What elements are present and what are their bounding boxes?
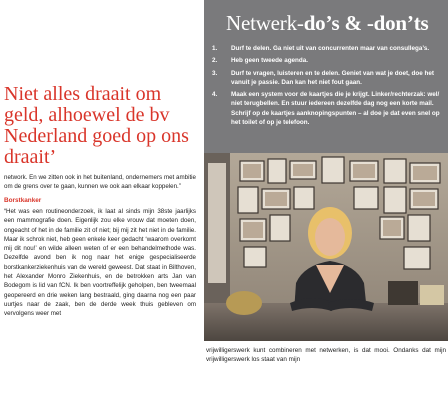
intro-text: network. En we zitten ook in het buitenland, ondernemers met ambitie om de grens over te gaan, kunnen we ook aan elkaar koppelen.”	[4, 174, 196, 191]
office-photo-illustration	[204, 153, 448, 341]
tip-text: Heb geen tweede agenda.	[231, 57, 308, 65]
pull-quote-headline: Niet alles draait om geld, alhoewel de bv Nederland goed op ons draait’	[4, 83, 189, 168]
portrait-photo	[204, 153, 448, 341]
tips-title-bold: do’s & -don’ts	[303, 11, 429, 35]
section-subheading: Borstkanker	[4, 197, 42, 204]
tip-text: Maak een system voor de kaartjes die je krijgt. Linker/rechterzak: wel/ niet terugbellen. En stuur iedereen dezelfde dag nog een korte mail. Schrijf op de kaartjes aanknopingspunten – al doe je dat even snel op het toilet of op je telefoon.	[231, 91, 440, 127]
tip-item	[212, 44, 444, 53]
right-column-paragraph: vrijwilligerswerk kunt combineren met netwerken, is dat mooi. Ondanks dat mijn vrijwilligerswerk los staat van mijn	[206, 347, 446, 364]
tips-list	[212, 44, 444, 130]
tips-box	[204, 0, 448, 153]
body-text: “Het was een routineonderzoek, ik laat al sinds mijn 38ste jaarlijks een mammografie doen. Eigenlijk zou elke vrouw dat moeten doen, ongeacht of het in de familie zit of niet; bij mij zit het niet in de familie. Maar ik schrok niet, heb geen enkele keer gedacht ‘waarom overkomt mij dit nou!’ en wilde alleen weten of er een behandelmethode was. Dezelfde avond ben ik nog naar het enige gespecialiseerde borstkankerziekenhuis van de wereld geweest. Dat staat in Bilthoven, het Alexander Monro Ziekenhuis, en de betrokken arts Jan van Bodegom is lid van fCN. Ik ben voortreffelijk geholpen, ben tweemaal geopereerd en drie weken lang bestraald, ging daarna nog een paar uurtjes naar de zaak, ben de derde week thuis gebleven om vervolgens weer met	[4, 208, 196, 318]
tips-title-plain: Netwerk-	[226, 11, 304, 35]
tip-number: 1.	[212, 45, 218, 52]
body-paragraph	[4, 207, 196, 319]
tip-item	[212, 90, 444, 127]
tip-number: 2.	[212, 57, 218, 65]
right-column-text	[206, 346, 446, 365]
tip-number: 3.	[212, 69, 218, 77]
tip-number: 4.	[212, 91, 218, 99]
tips-title	[226, 11, 428, 35]
tip-item	[212, 69, 444, 88]
tip-text: Durf te delen. Ga niet uit van concurrenten maar van consullega’s.	[231, 45, 430, 52]
tip-item	[212, 56, 444, 65]
tip-text: Durf te vragen, luisteren en te delen. Geniet van wat je doet, doe het vanuit je passie. Dan kan het niet fout gaan.	[231, 69, 434, 86]
intro-paragraph	[4, 173, 196, 192]
